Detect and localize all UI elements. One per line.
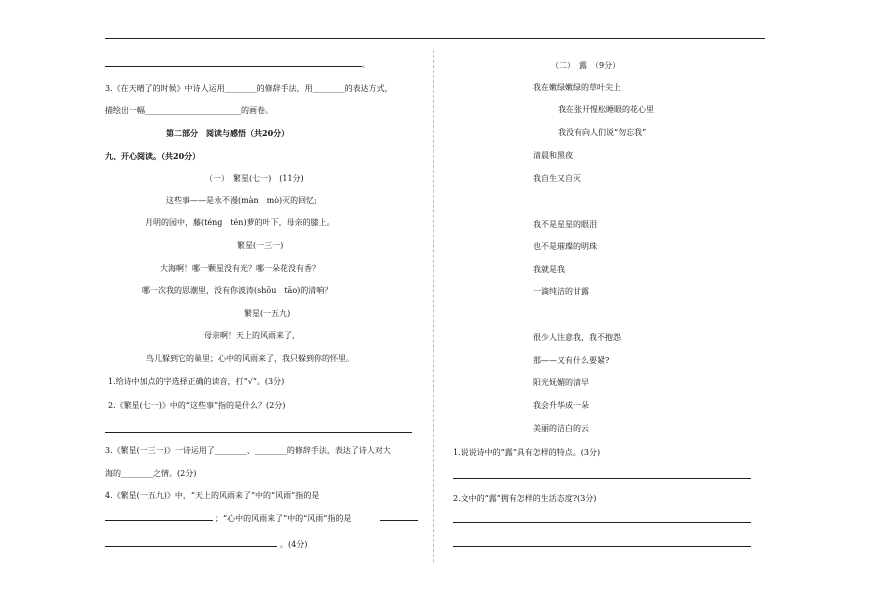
answer-line (453, 546, 751, 547)
answer-line (105, 66, 362, 67)
poem-line: 清晨和黑夜 (533, 151, 573, 160)
poem-line: 也不是璀璨的明珠 (533, 242, 597, 251)
poem131-title: 繁星(一三一) (237, 241, 284, 250)
q3-line2: 描绘出一幅________________________的画卷。 (105, 106, 273, 115)
question-3-line2: 海的________之情。(2分) (105, 469, 197, 478)
answer-line (453, 478, 751, 479)
top-rule (105, 38, 765, 39)
question-2: 2.《繁星(七一)》中的“这些事”指的是什么？(2分) (108, 401, 286, 410)
poem-line: 我不是星星的眼泪 (533, 220, 597, 229)
poem159-title: 繁星(一五九) (244, 309, 291, 318)
poem-line: 一滴纯洁的甘露 (533, 287, 589, 296)
poem-line: 我在嫩绿嫩绿的草叶尖上 (533, 83, 621, 92)
question-4-line1: 4.《繁星(一五九)》中，“天上的风雨来了”中的“风雨”指的是 (105, 491, 320, 500)
poem-line: 美丽的洁白的云 (533, 424, 589, 433)
poem131-line2: 哪一次我的思潮里，没有你波涛(shōu tāo)的清响？ (142, 286, 333, 295)
poem-line: 很少人注意我，我不抱怨 (533, 333, 621, 342)
poem159-line2: 鸟儿躲到它的巢里；心中的风雨来了，我只躲到你的怀里。 (146, 354, 354, 363)
poem71-line2: 月明的园中，藤(téng tén)萝的叶下，母亲的膝上。 (145, 218, 335, 227)
answer-line (105, 546, 277, 547)
answer-line (453, 522, 751, 523)
poem131-line1: 大海啊！哪一颗星没有光？哪一朵花没有香？ (160, 264, 320, 273)
answer-line (105, 432, 412, 433)
question-3-line1: 3.《繁星(一三一)》一诗运用了________、________的修辞手法，表达了诗人对大 (105, 446, 391, 455)
poem-line: 我没有向人们说“勿忘我” (558, 128, 647, 137)
sub1-title: （一） 繁星(七一) (11分) (205, 174, 304, 183)
poem159-line1: 母亲啊！天上的风雨来了， (204, 331, 300, 340)
question-1: 1.给诗中加点的字选择正确的读音，打“√”。(3分) (108, 377, 285, 386)
q3-line1: 3.《在天晴了的时候》中诗人运用________的修辞手法，用________的表达方式， (105, 84, 393, 93)
answer-line (380, 520, 418, 521)
answer-line (105, 520, 213, 521)
section9-heading: 九、开心阅读。（共20分） (105, 151, 201, 161)
poem-line: 我自生又自灭 (533, 174, 581, 183)
sub2-title: （二） 露 （9分） (551, 61, 621, 70)
poem-line: 那——又有什么要紧? (533, 356, 610, 365)
question-4-line2: ；“心中的风雨来了”中的“风雨”指的是 (215, 514, 352, 523)
poem-line: 我会升华成一朵 (533, 401, 589, 410)
part2-heading: 第二部分 阅读与感悟（共20分） (166, 128, 290, 138)
column-divider (433, 50, 434, 562)
poem-line: 我在张开惺松睡眼的花心里 (558, 105, 654, 114)
question-dew-1: 1.说说诗中的“露”具有怎样的特点。(3分) (453, 448, 601, 457)
question-dew-2: 2.文中的“露”拥有怎样的生活态度?(3分) (453, 494, 597, 503)
question-4-line3: 。(4分) (280, 540, 308, 549)
poem71-line1: 这些事——是永不漫(màn mò)灭的回忆; (166, 196, 317, 205)
poem-line: 阳光妩媚的清早 (533, 378, 589, 387)
poem-line: 我就是我 (533, 265, 565, 274)
period: 。 (362, 60, 370, 69)
